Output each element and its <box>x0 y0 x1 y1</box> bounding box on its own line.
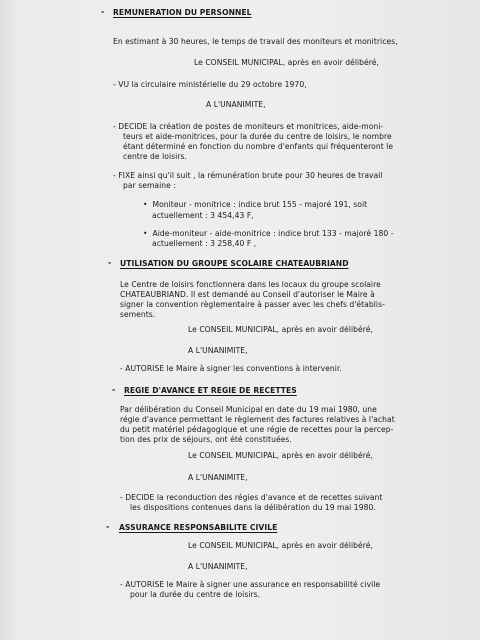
unanimite-line: A L'UNANIMITE, <box>188 562 248 571</box>
decide-line-2: teurs et aide-monitrices, pour la durée du centre de loisirs, le nombre <box>123 132 392 141</box>
council-line: Le CONSEIL MUNICIPAL, après en avoir délibéré, <box>188 325 373 334</box>
section-heading-assurance: ASSURANCE RESPONSABILITE CIVILE <box>119 523 278 532</box>
section-heading-regie: REGIE D'AVANCE ET REGIE DE RECETTES <box>124 386 297 395</box>
decide-line-4: centre de loisirs. <box>123 152 187 161</box>
bullet-aide-moniteur-2: actuellement : 3 258,40 F , <box>152 239 257 248</box>
section-dash: - <box>101 7 105 16</box>
unanimite-line: A L'UNANIMITE, <box>188 346 248 355</box>
assurance-autorise-2: pour la durée du centre de loisirs. <box>130 590 261 599</box>
council-line: Le CONSEIL MUNICIPAL, après en avoir délibéré, <box>194 58 379 67</box>
unanimite-line: A L'UNANIMITE, <box>188 473 248 482</box>
section-dash: - <box>106 522 110 531</box>
section-dash: - <box>108 258 112 267</box>
regie-decide-1: - DECIDE la reconduction des régies d'avance et de recettes suivant <box>120 493 383 502</box>
section-heading-remuneration: REMUNERATION DU PERSONNEL <box>113 8 252 17</box>
section-heading-utilisation: UTILISATION DU GROUPE SCOLAIRE CHATEAUBRIAND <box>120 259 349 268</box>
unanimite-line: A L'UNANIMITE, <box>206 100 266 109</box>
decide-line-1: - DECIDE la création de postes de moniteurs et monitrices, aide-moni- <box>113 122 384 131</box>
fixe-line-1: - FIXE ainsi qu'il suit , la rémunération brute pour 30 heures de travail <box>113 171 383 180</box>
regie-body-2: régie d'avance permettant le règlement des factures relatives à l'achat <box>120 415 395 424</box>
council-line: Le CONSEIL MUNICIPAL, après en avoir délibéré, <box>188 451 373 460</box>
section-dash: - <box>112 385 116 394</box>
utilisation-body-4: sements. <box>120 310 156 319</box>
autorise-line: - AUTORISE le Maire à signer les conventions à intervenir. <box>120 364 342 373</box>
regie-body-4: tion des prix de séjours, ont été constituées. <box>120 435 292 444</box>
bullet-moniteur-2: actuellement : 3 454,43 F, <box>152 211 254 220</box>
utilisation-body-1: Le Centre de loisirs fonctionnera dans les locaux du groupe scolaire <box>120 280 381 289</box>
vu-line: - VU la circulaire ministérielle du 29 octobre 1970, <box>113 80 307 89</box>
utilisation-body-3: signer la convention règlementaire à passer avec les chefs d'établis- <box>120 300 385 309</box>
fixe-line-2: par semaine : <box>123 181 176 190</box>
regie-decide-2: les dispositions contenues dans la délibération du 19 mai 1980. <box>130 503 376 512</box>
assurance-autorise-1: - AUTORISE le Maire à signer une assurance en responsabilité civile <box>120 580 381 589</box>
bullet-moniteur: • Moniteur - monitrice : indice brut 155 - majoré 191, soit <box>143 200 368 209</box>
decide-line-3: étant déterminé en fonction du nombre d'enfants qui fréquenteront le <box>123 142 394 151</box>
remuneration-intro: En estimant à 30 heures, le temps de travail des moniteurs et monitrices, <box>113 37 398 46</box>
bullet-aide-moniteur: • Aide-moniteur - aide-monitrice : indice brut 133 - majoré 180 - <box>143 229 394 238</box>
utilisation-body-2: CHATEAUBRIAND. Il est demandé au Conseil d'autoriser le Maire à <box>120 290 375 299</box>
regie-body-1: Par délibération du Conseil Municipal en date du 19 mai 1980, une <box>120 405 377 414</box>
council-line: Le CONSEIL MUNICIPAL, après en avoir délibéré, <box>188 541 373 550</box>
regie-body-3: du petit matériel pédagogique et une régie de recettes pour la percep- <box>120 425 394 434</box>
